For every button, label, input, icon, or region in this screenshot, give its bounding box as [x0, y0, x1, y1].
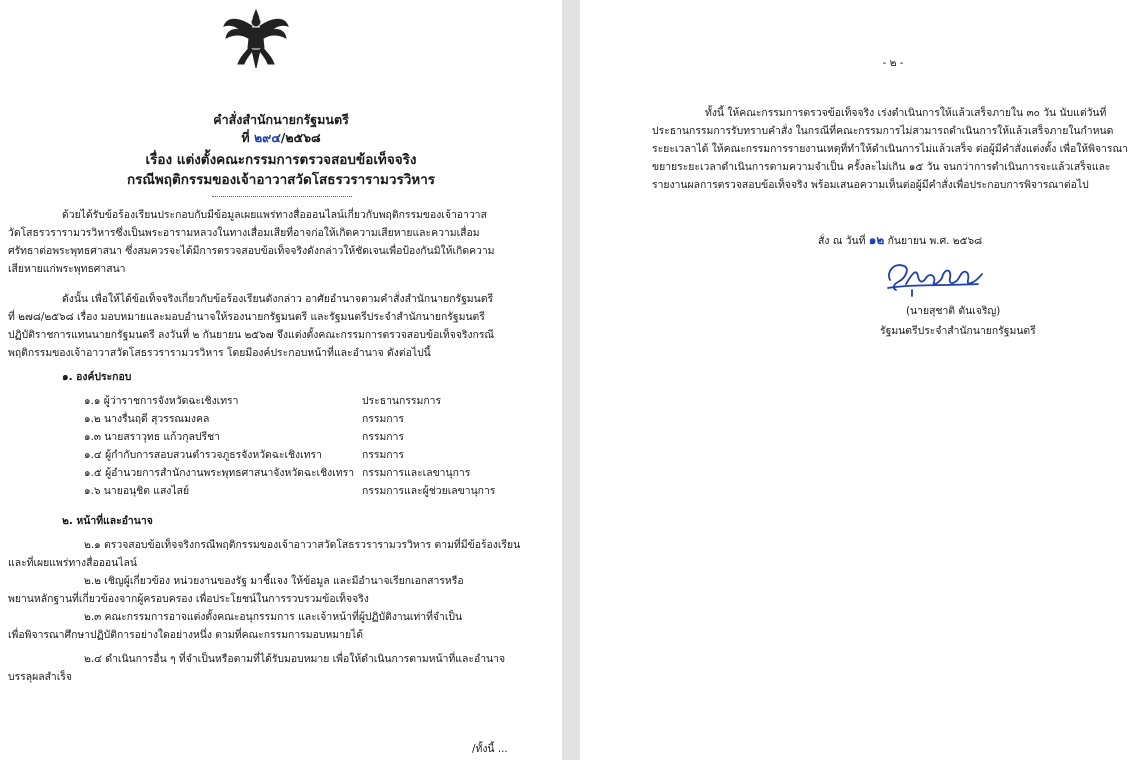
order-number: [0, 128, 562, 148]
para-line: ระยะเวลาได้ ให้คณะกรรมการรายงานเหตุที่ทำให้ดำเนินการไม่แล้วเสร็จ ต่อผู้มีคำสั่งแต่งตั้ง เพื่อให้พิจารณา: [652, 143, 1128, 155]
member-name: ๑.๕ ผู้อำนวยการสำนักงานพระพุทธศาสนาจังหวัดฉะเชิงเทรา: [84, 467, 355, 479]
para2-line: ดังนั้น เพื่อให้ได้ข้อเท็จจริงเกี่ยวกับข้อร้องเรียนดังกล่าว อาศัยอำนาจตามคำสั่งสำนักนายกรัฐมนตรี: [62, 293, 494, 305]
continuation-marker: /ทั้งนี้ ...: [472, 743, 508, 755]
member-name: ๑.๔ ผู้กำกับการสอบสวนตำรวจภูธรจังหวัดฉะเชิงเทรา: [84, 449, 322, 461]
date-day-handwritten: ๑๒: [868, 233, 885, 247]
para2-line: พฤติกรรมของเจ้าอาวาสวัดโสธรวรารามวรวิหาร โดยมีองค์ประกอบหน้าที่และอำนาจ ดังต่อไปนี้: [8, 347, 431, 359]
signatory-name: (นายสุชาติ ตันเจริญ): [906, 305, 1001, 317]
subject-line-1: เรื่อง แต่งตั้งคณะกรรมการตรวจสอบข้อเท็จจริง: [145, 152, 417, 168]
duty-line: ๒.๑ ตรวจสอบข้อเท็จจริงกรณีพฤติกรรมของเจ้าอาวาสวัดโสธรวรารามวรวิหาร ตามที่มีข้อร้องเรียน: [84, 539, 521, 551]
duty-line: ๒.๓ คณะกรรมการอาจแต่งตั้งคณะอนุกรรมการ และเจ้าหน้าที่ผู้ปฏิบัติงานเท่าที่จำเป็น: [84, 611, 463, 623]
para2-line: ปฏิบัติราชการแทนนายกรัฐมนตรี ลงวันที่ ๒ กันยายน ๒๕๖๗ จึงแต่งตั้งคณะกรรมการตรวจสอบข้อเท็จจริงกรณี: [8, 329, 495, 341]
document-page-2: [580, 0, 1140, 760]
para-line: ทั้งนี้ ให้คณะกรรมการตรวจข้อเท็จจริง เร่งดำเนินการให้แล้วเสร็จภายใน ๓๐ วัน นับแต่วันที่: [705, 107, 1107, 119]
member-name: ๑.๓ นายสราวุทธ แก้วกุลปรีชา: [84, 431, 220, 443]
subject-line-2: กรณีพฤติกรรมของเจ้าอาวาสวัดโสธรวรารามวรวิหาร: [126, 172, 436, 188]
order-number-suffix: /๒๕๖๘: [280, 130, 321, 145]
section2-heading: ๒. หน้าที่และอำนาจ: [62, 515, 153, 527]
para-line: ประธานกรรมการรับทราบคำสั่ง ในกรณีที่คณะกรรมการไม่สามารถดำเนินการให้แล้วเสร็จภายในกำหนด: [652, 125, 1114, 137]
duty-line: และที่เผยแพร่ทางสื่อออนไลน์: [8, 557, 137, 569]
para2-line: ที่ ๒๗๘/๒๕๖๘ เรื่อง มอบหมายและมอบอำนาจให้รองนายกรัฐมนตรี และรัฐมนตรีประจำสำนักนายกรัฐมนตรี: [8, 311, 485, 323]
para1-line: วัดโสธรวรารามวรวิหารซึ่งเป็นพระอารามหลวงในทางเสื่อมเสียที่อาจก่อให้เกิดความเสียหายและความเสื่อม: [8, 227, 480, 239]
member-role: กรรมการ: [362, 449, 405, 461]
para-line: ขยายระยะเวลาดำเนินการตามความจำเป็น ครั้งละไม่เกิน ๑๕ วัน จนกว่าการดำเนินการจะแล้วเสร็จและ: [652, 161, 1111, 173]
member-name: ๑.๖ นายอนุชิต แสงไสย์: [84, 485, 190, 497]
member-name: ๑.๒ นางรื่นฤดี สุวรรณมงคล: [84, 413, 210, 425]
para-line: รายงานผลการตรวจสอบข้อเท็จจริง พร้อมเสนอความเห็นต่อผู้มีคำสั่งเพื่อประกอบการพิจารณาต่อไป: [652, 179, 1089, 191]
member-role: กรรมการ: [362, 413, 405, 425]
order-date: [818, 234, 982, 246]
garuda-emblem-icon: [222, 8, 290, 70]
dotted-divider: [212, 196, 352, 197]
document-page-1: [0, 0, 562, 760]
para1-line: ศรัทธาต่อพระพุทธศาสนา ซึ่งสมควรจะได้มีการตรวจสอบข้อเท็จจริงดังกล่าวให้ชัดเจนเพื่อป้องกันมิให้เกิดความ: [8, 245, 495, 257]
signatory-title: รัฐมนตรีประจำสำนักนายกรัฐมนตรี: [880, 325, 1036, 337]
member-role: กรรมการ: [362, 431, 405, 443]
date-suffix: กันยายน พ.ศ. ๒๕๖๘: [884, 235, 983, 247]
duty-line: พยานหลักฐานที่เกี่ยวข้องจากผู้ครอบครอง เพื่อประโยชน์ในการรวบรวมข้อเท็จจริง: [8, 593, 369, 605]
page-gutter: [562, 0, 580, 760]
duty-line: บรรลุผลสำเร็จ: [8, 671, 72, 683]
duty-line: เพื่อพิจารณาศึกษาปฏิบัติการอย่างใดอย่างหนึ่ง ตามที่คณะกรรมการมอบหมายได้: [8, 629, 364, 641]
member-role: กรรมการและผู้ช่วยเลขานุการ: [362, 485, 496, 497]
para1-line: ด้วยได้รับข้อร้องเรียนประกอบกับมีข้อมูลเผยแพร่ทางสื่อออนไลน์เกี่ยวกับพฤติกรรมของเจ้าอาวาส: [62, 209, 487, 221]
order-number-prefix: ที่: [241, 130, 254, 145]
member-role: ประธานกรรมการ: [362, 395, 442, 407]
signature-icon: [882, 254, 992, 298]
member-role: กรรมการและเลขานุการ: [362, 467, 471, 479]
duty-line: ๒.๔ ดำเนินการอื่น ๆ ที่จำเป็นหรือตามที่ได้รับมอบหมาย เพื่อให้ดำเนินการตามหน้าที่และอำนาจ: [84, 653, 506, 665]
duty-line: ๒.๒ เชิญผู้เกี่ยวข้อง หน่วยงานของรัฐ มาชี้แจง ให้ข้อมูล และมีอำนาจเรียกเอกสารหรือ: [84, 575, 464, 587]
member-name: ๑.๑ ผู้ว่าราชการจังหวัดฉะเชิงเทรา: [84, 395, 239, 407]
order-number-handwritten: ๒๙๔: [253, 130, 281, 145]
page-number: - ๒ -: [882, 57, 904, 69]
date-prefix: สั่ง ณ วันที่: [818, 235, 869, 247]
order-title: คำสั่งสำนักนายกรัฐมนตรี: [213, 112, 349, 127]
para1-line: เสียหายแก่พระพุทธศาสนา: [8, 263, 126, 275]
section1-heading: ๑. องค์ประกอบ: [62, 371, 132, 383]
